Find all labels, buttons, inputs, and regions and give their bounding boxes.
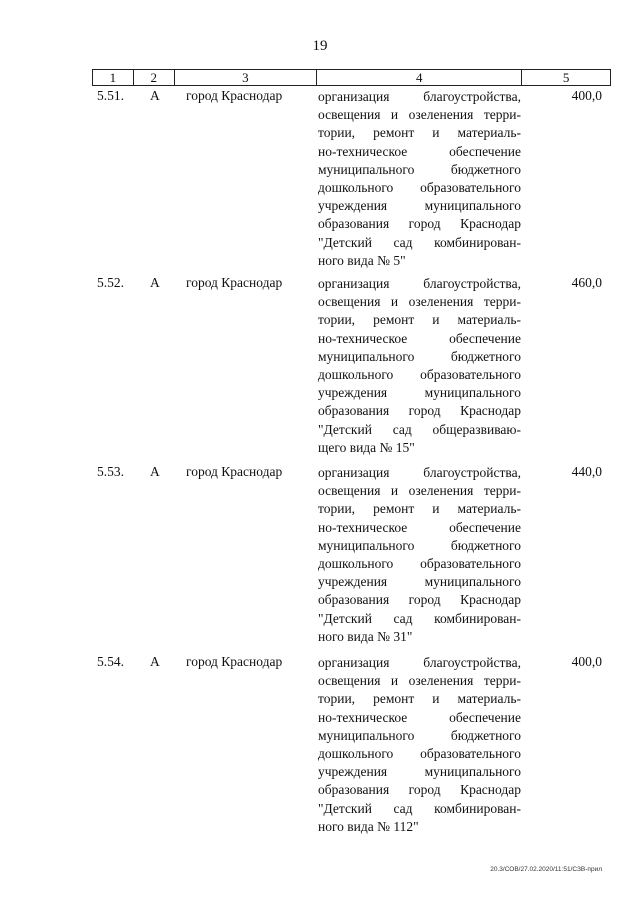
description-line: муниципального бюджетного [318,537,521,553]
description-line: образования город Краснодар [318,403,521,419]
header-cell-2: 2 [134,70,175,85]
description-line: организация благоустройства, [318,655,521,670]
description-line: ного вида № 5" [318,252,406,268]
description-line: учреждения муниципального [318,385,521,401]
description-line: освещения и озеленения терри- [318,483,521,499]
row-amount: 460,0 [571,275,602,290]
row-number: 5.53. [97,464,124,479]
row-description [318,88,521,270]
description-line: образования город Краснодар [318,782,521,798]
description-line: ного вида № 112" [318,818,419,834]
description-line: дошкольного образовательного [318,367,521,383]
row-number: 5.54. [97,654,124,669]
document-footer-code: 20.3/СОВ/27.02.2020/11:51/СЗВ-прил [490,866,602,873]
description-line: муниципального бюджетного [318,727,521,743]
row-description [318,654,521,836]
description-line: освещения и озеленения терри- [318,107,521,123]
row-number: 5.51. [97,88,124,103]
description-line: учреждения муниципального [318,574,521,590]
description-line: муниципального бюджетного [318,348,521,364]
row-description [318,275,521,457]
description-line: тории, ремонт и материаль- [318,691,521,707]
row-place: город Краснодар [186,275,283,290]
row-category: А [150,654,160,669]
description-line: дошкольного образовательного [318,556,521,572]
description-line: но-техническое обеспечение [318,143,521,159]
header-cell-5: 5 [562,70,570,85]
description-line: учреждения муниципального [318,198,521,214]
description-line: "Детский сад общеразвиваю- [318,421,521,437]
header-cell-3: 3 [175,70,317,85]
table-header [92,69,611,86]
description-line: тории, ремонт и материаль- [318,125,521,141]
description-line: "Детский сад комбинирован- [318,610,521,626]
description-line: ного вида № 31" [318,628,413,644]
page-number: 19 [312,38,328,54]
description-line: дошкольного образовательного [318,746,521,762]
description-line: тории, ремонт и материаль- [318,501,521,517]
description-line: тории, ремонт и материаль- [318,312,521,328]
row-place: город Краснодар [186,464,283,479]
row-amount: 400,0 [571,654,602,669]
description-line: дошкольного образовательного [318,180,521,196]
description-line: но-техническое обеспечение [318,330,521,346]
row-place: город Краснодар [186,654,283,669]
row-category: А [150,275,160,290]
description-line: щего вида № 15" [318,439,415,455]
description-line: организация благоустройства, [318,465,521,480]
header-cell-4: 4 [317,70,522,85]
description-line: но-техническое обеспечение [318,519,521,535]
description-line: "Детский сад комбинирован- [318,234,521,250]
row-description [318,464,521,646]
description-line: организация благоустройства, [318,89,521,104]
description-line: учреждения муниципального [318,764,521,780]
description-line: муниципального бюджетного [318,161,521,177]
description-line: освещения и озеленения терри- [318,294,521,310]
header-cell-1: 1 [93,70,134,85]
description-line: образования город Краснодар [318,216,521,232]
row-category: А [150,88,160,103]
description-line: образования город Краснодар [318,592,521,608]
row-number: 5.52. [97,275,124,290]
row-amount: 400,0 [571,88,602,103]
description-line: освещения и озеленения терри- [318,673,521,689]
description-line: организация благоустройства, [318,276,521,291]
description-line: "Детский сад комбинирован- [318,800,521,816]
row-place: город Краснодар [186,88,283,103]
description-line: но-техническое обеспечение [318,709,521,725]
row-amount: 440,0 [571,464,602,479]
row-category: А [150,464,160,479]
